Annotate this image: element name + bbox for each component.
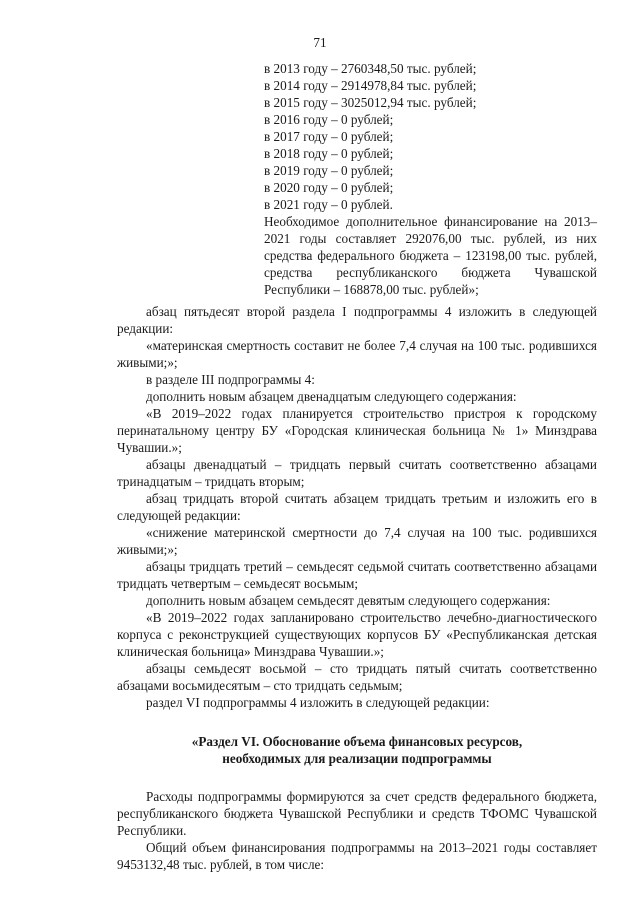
- paragraph: «материнская смертность составит не более 7,4 случая на 100 тыс. родившихся живыми;»;: [117, 338, 597, 370]
- funding-year-2020: в 2020 году – 0 рублей;: [264, 180, 394, 195]
- paragraph: абзац пятьдесят второй раздела I подпрограммы 4 изложить в следующей редакции:: [117, 304, 597, 336]
- paragraph: абзацы двенадцатый – тридцать первый считать соответственно абзацами тринадцатым – тридцать вторым;: [117, 457, 597, 489]
- section-heading-line-2: необходимых для реализации подпрограммы: [222, 751, 492, 766]
- paragraph: Расходы подпрограммы формируются за счет средств федерального бюджета, республиканского бюджета Чувашской Республики и средств ТФОМС Чувашской Республики.: [117, 789, 597, 838]
- funding-by-year-block: [264, 60, 597, 298]
- funding-year-2021: в 2021 году – 0 рублей.: [264, 197, 393, 212]
- section-heading: [117, 733, 597, 767]
- funding-year-2013: в 2013 году – 2760348,50 тыс. рублей;: [264, 61, 477, 76]
- funding-year-2016: в 2016 году – 0 рублей;: [264, 112, 394, 127]
- paragraph: в разделе III подпрограммы 4:: [146, 372, 315, 387]
- paragraph: абзац тридцать второй считать абзацем тридцать третьим и изложить его в следующей редакции:: [117, 491, 597, 523]
- section-heading-line-1: «Раздел VI. Обоснование объема финансовых ресурсов,: [191, 734, 523, 749]
- paragraph: абзацы семьдесят восьмой – сто тридцать пятый считать соответственно абзацами восьмидесятым – сто тридцать седьмым;: [117, 661, 597, 693]
- document-body: [117, 303, 597, 873]
- paragraph: Общий объем финансирования подпрограммы на 2013–2021 годы составляет 9453132,48 тыс. рублей, в том числе:: [117, 840, 597, 872]
- paragraph: дополнить новым абзацем двенадцатым следующего содержания:: [146, 389, 517, 404]
- funding-year-2014: в 2014 году – 2914978,84 тыс. рублей;: [264, 78, 477, 93]
- paragraph: раздел VI подпрограммы 4 изложить в следующей редакции:: [146, 695, 490, 710]
- paragraph: дополнить новым абзацем семьдесят девятым следующего содержания:: [146, 593, 551, 608]
- funding-year-2018: в 2018 году – 0 рублей;: [264, 146, 394, 161]
- funding-year-2019: в 2019 году – 0 рублей;: [264, 163, 394, 178]
- page-number: 71: [313, 35, 327, 50]
- paragraph: «В 2019–2022 годах планируется строительство пристроя к городскому перинатальному центру БУ «Городская клиническая больница № 1» Минздрава Чувашии.»;: [117, 406, 597, 455]
- paragraph: абзацы тридцать третий – семьдесят седьмой считать соответственно абзацами тридцать четвертым – семьдесят восьмым;: [117, 559, 597, 591]
- additional-funding-paragraph: Необходимое дополнительное финансирование на 2013–2021 годы составляет 292076,00 тыс. рублей, из них средства федерального бюджета – 123198,00 тыс. рублей, средства республиканского бюджета Чувашской Республики – 168878,00 тыс. рублей»;: [264, 214, 597, 297]
- paragraph: «снижение материнской смертности до 7,4 случая на 100 тыс. родившихся живыми;»;: [117, 525, 597, 557]
- paragraph: «В 2019–2022 годах запланировано строительство лечебно-диагностического корпуса с реконструкцией существующих корпусов БУ «Республиканская детская клиническая больница» Минздрава Чувашии.»;: [117, 610, 597, 659]
- funding-year-2017: в 2017 году – 0 рублей;: [264, 129, 394, 144]
- funding-year-2015: в 2015 году – 3025012,94 тыс. рублей;: [264, 95, 477, 110]
